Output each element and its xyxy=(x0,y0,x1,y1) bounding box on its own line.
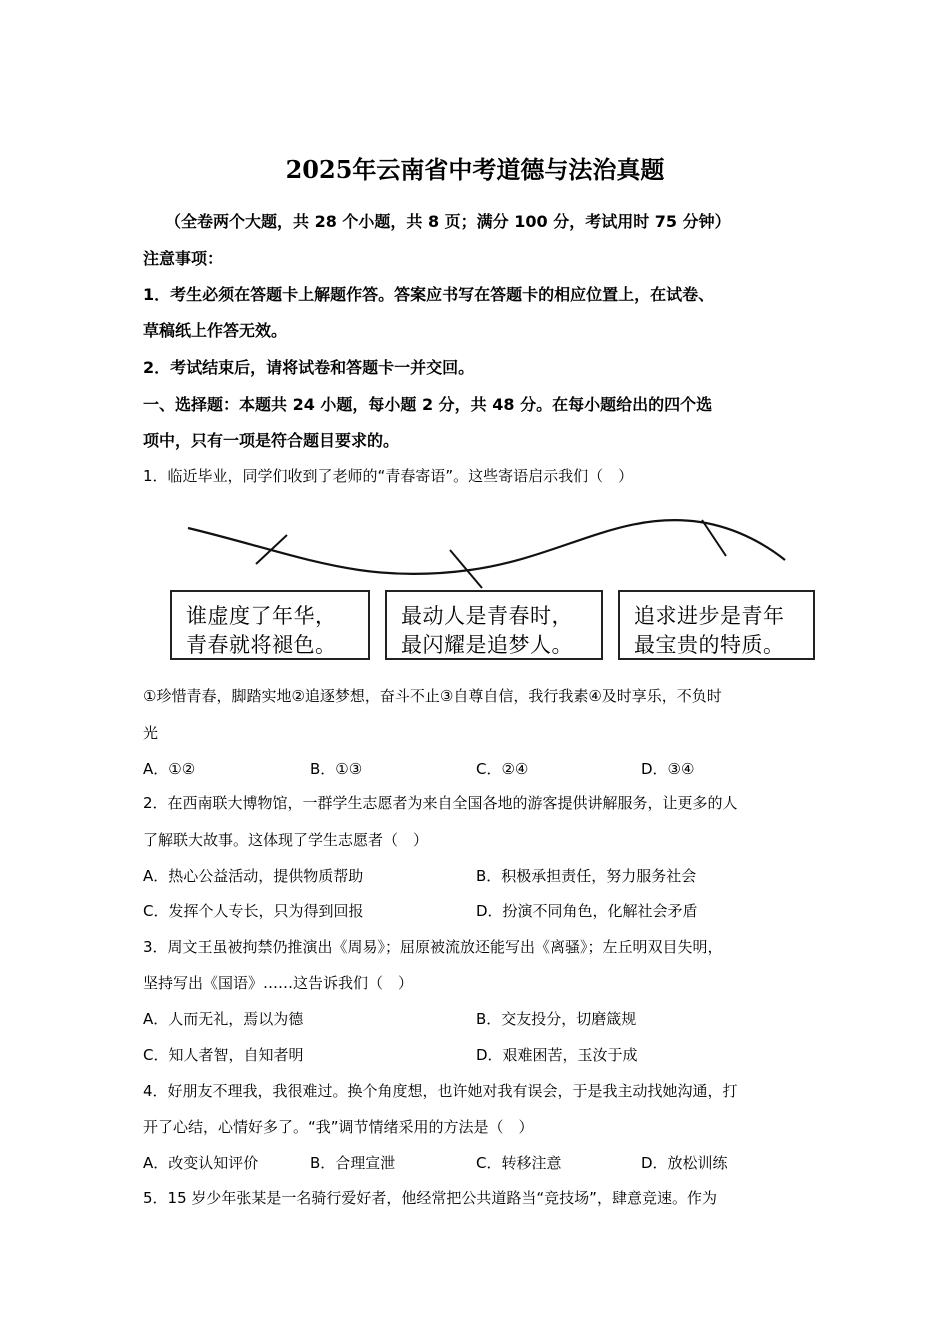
question-4-option-d: D．放松训练 xyxy=(641,1154,728,1172)
notice-item-2: 2．考试结束后，请将试卷和答题卡一并交回。 xyxy=(143,358,475,377)
exam-subtitle: （全卷两个大题，共 28 个小题，共 8 页；满分 100 分，考试用时 75 分钟） xyxy=(165,212,731,231)
question-2-option-a: A．热心公益活动，提供物质帮助 xyxy=(143,867,364,885)
question-4-option-b: B．合理宣泄 xyxy=(310,1154,396,1172)
question-1-items: ①珍惜青春，脚踏实地②追逐梦想，奋斗不止③自尊自信，我行我素④及时享乐，不负时 xyxy=(143,687,722,705)
question-3-stem-cont: 坚持写出《国语》……这告诉我们（ ） xyxy=(143,974,414,992)
question-4-stem-cont: 开了心结，心情好多了。“我”调节情绪采用的方法是（ ） xyxy=(143,1118,534,1136)
question-3-option-a: A．人而无礼，焉以为德 xyxy=(143,1010,304,1028)
question-1-option-c: C．②④ xyxy=(476,760,529,778)
quote-card-3-line-2: 最宝贵的特质。 xyxy=(634,633,785,657)
section-1-heading-cont: 项中，只有一项是符合题目要求的。 xyxy=(143,431,400,450)
quote-card-1-line-2: 青春就将褪色。 xyxy=(186,633,337,657)
question-1-stem: 1．临近毕业，同学们收到了老师的“青春寄语”。这些寄语启示我们（ ） xyxy=(143,467,634,485)
quote-card-2-line-1: 最动人是青春时， xyxy=(401,604,573,628)
question-5-stem: 5．15 岁少年张某是一名骑行爱好者，他经常把公共道路当“竞技场”，肆意竞速。作为 xyxy=(143,1189,717,1207)
quote-card-2 xyxy=(385,590,603,660)
page-title: 2025年云南省中考道德与法治真题 xyxy=(285,155,665,184)
quote-card-1-line-1: 谁虚度了年华， xyxy=(186,604,337,628)
question-3-option-c: C．知人者智，自知者明 xyxy=(143,1046,304,1064)
notice-item-1-cont: 草稿纸上作答无效。 xyxy=(143,321,288,340)
quote-card-1 xyxy=(170,590,370,660)
question-3-stem: 3．周文王虽被拘禁仍推演出《周易》；屈原被流放还能写出《离骚》；左丘明双目失明， xyxy=(143,938,723,956)
section-1-heading: 一、选择题：本题共 24 小题，每小题 2 分，共 48 分。在每小题给出的四个选 xyxy=(143,395,713,414)
question-4-option-a: A．改变认知评价 xyxy=(143,1154,259,1172)
question-4-option-c: C．转移注意 xyxy=(476,1154,562,1172)
question-1-option-a: A．①② xyxy=(143,760,196,778)
question-3-option-b: B．交友投分，切磨箴规 xyxy=(476,1010,637,1028)
question-2-option-b: B．积极承担责任，努力服务社会 xyxy=(476,867,697,885)
question-1-items-cont: 光 xyxy=(143,724,159,742)
notice-heading: 注意事项： xyxy=(143,249,224,268)
question-1-option-b: B．①③ xyxy=(310,760,363,778)
quote-card-2-line-2: 最闪耀是追梦人。 xyxy=(401,633,573,657)
notice-item-1: 1．考生必须在答题卡上解题作答。答案应书写在答题卡的相应位置上，在试卷、 xyxy=(143,285,715,304)
question-2-option-d: D．扮演不同角色，化解社会矛盾 xyxy=(476,902,698,920)
question-3-option-d: D．艰难困苦，玉汝于成 xyxy=(476,1046,638,1064)
question-1-option-d: D．③④ xyxy=(641,760,695,778)
quote-card-3-line-1: 追求进步是青年 xyxy=(634,604,785,628)
question-2-option-c: C．发挥个人专长，只为得到回报 xyxy=(143,902,364,920)
quote-card-3 xyxy=(618,590,815,660)
question-2-stem: 2．在西南联大博物馆，一群学生志愿者为来自全国各地的游客提供讲解服务，让更多的人 xyxy=(143,794,738,812)
wavy-line-illustration xyxy=(0,0,950,600)
question-2-stem-cont: 了解联大故事。这体现了学生志愿者（ ） xyxy=(143,831,429,849)
question-4-stem: 4．好朋友不理我，我很难过。换个角度想，也许她对我有误会，于是我主动找她沟通，打 xyxy=(143,1082,738,1100)
